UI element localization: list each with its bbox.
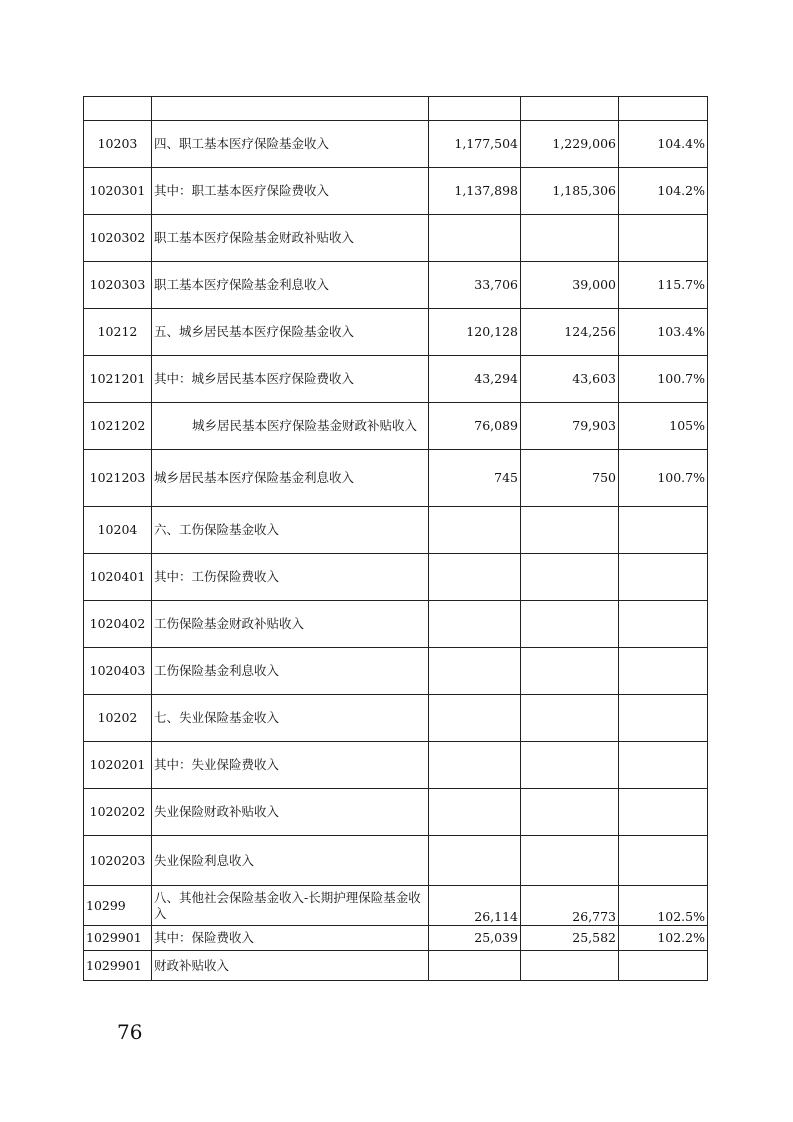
row-name: 失业保险财政补贴收入 [152, 789, 429, 836]
row-value-a: 43,294 [429, 356, 521, 403]
row-code: 1020403 [84, 648, 152, 695]
table-row [84, 97, 708, 121]
row-ratio [619, 951, 708, 981]
table-row [84, 507, 708, 554]
row-value-a: 745 [429, 450, 521, 507]
row-code: 10299 [84, 886, 152, 926]
row-ratio: 103.4% [619, 309, 708, 356]
row-name: 失业保险利息收入 [152, 836, 429, 886]
row-value-b: 750 [521, 450, 619, 507]
row-name: 八、其他社会保险基金收入-长期护理保险基金收入 [152, 886, 429, 926]
row-value-a [429, 648, 521, 695]
row-value-a: 1,137,898 [429, 168, 521, 215]
table-row [84, 789, 708, 836]
row-code: 1020201 [84, 742, 152, 789]
row-ratio [619, 507, 708, 554]
row-value-b [521, 554, 619, 601]
row-value-a [429, 695, 521, 742]
row-value-a [429, 507, 521, 554]
table-row [84, 168, 708, 215]
row-code: 1020302 [84, 215, 152, 262]
row-code: 1029901 [84, 926, 152, 951]
row-ratio: 102.5% [619, 886, 708, 926]
row-value-a: 120,128 [429, 309, 521, 356]
row-ratio: 100.7% [619, 356, 708, 403]
row-value-b: 1,229,006 [521, 121, 619, 168]
row-value-b: 26,773 [521, 886, 619, 926]
budget-table [83, 96, 708, 981]
row-code: 1029901 [84, 951, 152, 981]
row-ratio [619, 789, 708, 836]
row-name: 其中：工伤保险费收入 [152, 554, 429, 601]
row-code: 1020401 [84, 554, 152, 601]
row-name: 工伤保险基金财政补贴收入 [152, 601, 429, 648]
row-ratio: 115.7% [619, 262, 708, 309]
row-value-b: 124,256 [521, 309, 619, 356]
row-name: 六、工伤保险基金收入 [152, 507, 429, 554]
row-value-b: 43,603 [521, 356, 619, 403]
table-row [84, 742, 708, 789]
row-ratio [619, 97, 708, 121]
row-ratio: 102.2% [619, 926, 708, 951]
row-value-a [429, 97, 521, 121]
row-value-a [429, 742, 521, 789]
row-value-b [521, 742, 619, 789]
row-ratio [619, 742, 708, 789]
row-name: 其中：失业保险费收入 [152, 742, 429, 789]
row-code: 10202 [84, 695, 152, 742]
row-name [152, 97, 429, 121]
row-value-b [521, 601, 619, 648]
table-row [84, 403, 708, 450]
row-value-a [429, 215, 521, 262]
row-code: 1021202 [84, 403, 152, 450]
row-name: 城乡居民基本医疗保险基金财政补贴收入 [152, 403, 429, 450]
row-ratio [619, 601, 708, 648]
row-code: 1020402 [84, 601, 152, 648]
table-row [84, 262, 708, 309]
table-row [84, 356, 708, 403]
row-name: 四、职工基本医疗保险基金收入 [152, 121, 429, 168]
row-ratio [619, 554, 708, 601]
row-value-a [429, 601, 521, 648]
row-ratio [619, 648, 708, 695]
table-row [84, 648, 708, 695]
row-value-b [521, 507, 619, 554]
table-row [84, 951, 708, 981]
row-code: 1020203 [84, 836, 152, 886]
table-row [84, 554, 708, 601]
row-code: 1021201 [84, 356, 152, 403]
page-number: 76 [117, 1020, 143, 1044]
row-value-b: 1,185,306 [521, 168, 619, 215]
row-name: 七、失业保险基金收入 [152, 695, 429, 742]
row-ratio: 105% [619, 403, 708, 450]
table-row [84, 926, 708, 951]
row-ratio [619, 836, 708, 886]
row-value-a: 33,706 [429, 262, 521, 309]
row-value-b: 39,000 [521, 262, 619, 309]
table-row [84, 215, 708, 262]
row-code: 10212 [84, 309, 152, 356]
row-code: 10204 [84, 507, 152, 554]
row-name: 城乡居民基本医疗保险基金利息收入 [152, 450, 429, 507]
table-row [84, 836, 708, 886]
row-ratio: 104.2% [619, 168, 708, 215]
row-value-a [429, 554, 521, 601]
table-row [84, 309, 708, 356]
row-value-b: 25,582 [521, 926, 619, 951]
table-row [84, 695, 708, 742]
row-value-b [521, 215, 619, 262]
row-value-b [521, 789, 619, 836]
row-code: 1021203 [84, 450, 152, 507]
row-value-b [521, 836, 619, 886]
row-value-a [429, 836, 521, 886]
row-value-a: 26,114 [429, 886, 521, 926]
row-ratio [619, 695, 708, 742]
row-name: 五、城乡居民基本医疗保险基金收入 [152, 309, 429, 356]
row-value-b [521, 648, 619, 695]
row-code: 1020202 [84, 789, 152, 836]
row-value-a: 1,177,504 [429, 121, 521, 168]
table-row [84, 601, 708, 648]
row-value-b [521, 951, 619, 981]
row-ratio: 104.4% [619, 121, 708, 168]
row-code: 1020303 [84, 262, 152, 309]
row-code: 10203 [84, 121, 152, 168]
row-name: 财政补贴收入 [152, 951, 429, 981]
row-name: 其中：职工基本医疗保险费收入 [152, 168, 429, 215]
row-name: 职工基本医疗保险基金财政补贴收入 [152, 215, 429, 262]
row-ratio: 100.7% [619, 450, 708, 507]
row-ratio [619, 215, 708, 262]
row-value-b: 79,903 [521, 403, 619, 450]
row-value-a: 76,089 [429, 403, 521, 450]
row-value-b [521, 695, 619, 742]
row-value-a [429, 951, 521, 981]
row-name: 职工基本医疗保险基金利息收入 [152, 262, 429, 309]
table-row [84, 450, 708, 507]
row-name: 其中：城乡居民基本医疗保险费收入 [152, 356, 429, 403]
row-value-a: 25,039 [429, 926, 521, 951]
row-value-b [521, 97, 619, 121]
row-name: 工伤保险基金利息收入 [152, 648, 429, 695]
row-code [84, 97, 152, 121]
row-code: 1020301 [84, 168, 152, 215]
row-name: 其中：保险费收入 [152, 926, 429, 951]
row-value-a [429, 789, 521, 836]
table-row [84, 121, 708, 168]
table-row [84, 886, 708, 926]
